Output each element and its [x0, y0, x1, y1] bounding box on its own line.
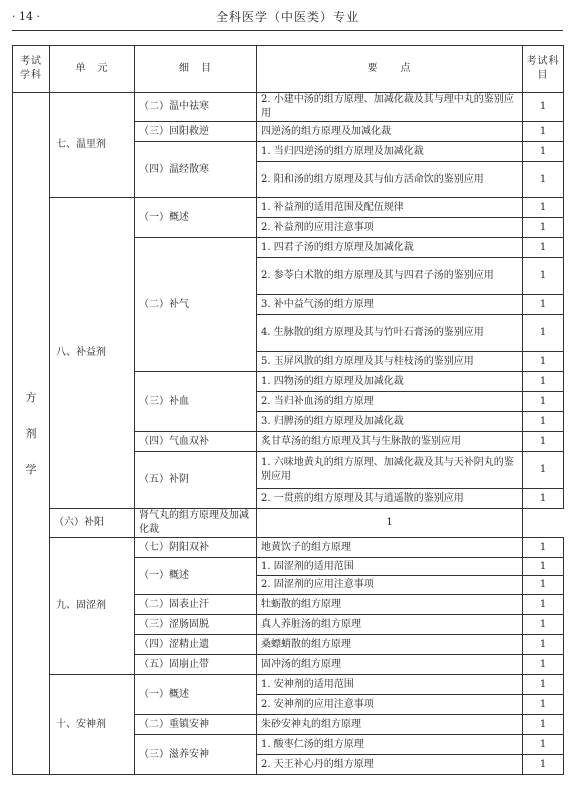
syllabus-table — [12, 45, 564, 775]
detail-cell: （五）补阴 — [135, 452, 257, 509]
point-cell: 炙甘草汤的组方原理及其与生脉散的鉴别应用 — [257, 432, 523, 452]
detail-cell: （一）概述 — [135, 558, 257, 595]
point-cell: 3. 补中益气汤的组方原理 — [257, 295, 523, 315]
score-cell: 1 — [523, 93, 564, 122]
point-cell: 地黄饮子的组方原理 — [257, 538, 523, 558]
score-cell: 1 — [523, 352, 564, 372]
score-cell: 1 — [523, 238, 564, 258]
point-cell: 真人养脏汤的组方原理 — [257, 615, 523, 635]
detail-cell: （三）滋养安神 — [135, 735, 257, 775]
point-cell: 2. 小建中汤的组方原理、加减化裁及其与理中丸的鉴别应用 — [257, 93, 523, 122]
table-row — [13, 509, 564, 538]
detail-cell: （五）固崩止带 — [135, 655, 257, 675]
score-cell: 1 — [523, 315, 564, 352]
score-cell: 1 — [523, 595, 564, 615]
score-cell: 1 — [523, 452, 564, 489]
detail-cell: （二）重镇安神 — [135, 715, 257, 735]
point-cell: 朱砂安神丸的组方原理 — [257, 715, 523, 735]
score-cell: 1 — [523, 198, 564, 218]
score-cell: 1 — [523, 735, 564, 755]
point-cell: 2. 参苓白术散的组方原理及其与四君子汤的鉴别应用 — [257, 258, 523, 295]
point-cell: 1. 固涩剂的适用范围 — [257, 558, 523, 576]
point-cell: 4. 生脉散的组方原理及其与竹叶石膏汤的鉴别应用 — [257, 315, 523, 352]
score-cell: 1 — [523, 392, 564, 412]
table-row — [13, 198, 564, 218]
header-divider — [12, 30, 563, 31]
detail-cell: （六）补阳 — [50, 509, 135, 538]
point-cell: 2. 天王补心丹的组方原理 — [257, 755, 523, 775]
score-cell: 1 — [523, 675, 564, 695]
point-cell: 牡蛎散的组方原理 — [257, 595, 523, 615]
detail-cell: （二）固表止汗 — [135, 595, 257, 615]
table-row — [13, 538, 564, 558]
detail-cell: （二）温中祛寒 — [135, 93, 257, 122]
point-cell: 肾气丸的组方原理及加减化裁 — [135, 509, 257, 538]
point-cell: 2. 一贯煎的组方原理及其与逍遥散的鉴别应用 — [257, 489, 523, 509]
score-cell: 1 — [523, 142, 564, 162]
detail-cell: （二）补气 — [135, 238, 257, 372]
point-cell: 3. 归脾汤的组方原理及加减化裁 — [257, 412, 523, 432]
point-cell: 5. 玉屏风散的组方原理及其与桂枝汤的鉴别应用 — [257, 352, 523, 372]
score-cell: 1 — [523, 715, 564, 735]
col-header-points: 要 点 — [257, 46, 523, 93]
score-cell: 1 — [523, 218, 564, 238]
page-title: 全科医学（中医类）专业 — [215, 10, 359, 24]
detail-cell: （三）涩肠固脱 — [135, 615, 257, 635]
point-cell: 2. 补益剂的应用注意事项 — [257, 218, 523, 238]
page-header — [12, 8, 563, 28]
point-cell: 桑螵蛸散的组方原理 — [257, 635, 523, 655]
detail-cell: （一）概述 — [135, 675, 257, 715]
score-cell: 1 — [523, 258, 564, 295]
col-header-subject: 考试学科 — [13, 46, 50, 93]
score-cell: 1 — [523, 162, 564, 198]
detail-cell: （七）阴阳双补 — [135, 538, 257, 558]
score-cell: 1 — [523, 635, 564, 655]
score-cell: 1 — [523, 489, 564, 509]
point-cell: 2. 阳和汤的组方原理及其与仙方活命饮的鉴别应用 — [257, 162, 523, 198]
detail-cell: （一）概述 — [135, 198, 257, 238]
point-cell: 2. 当归补血汤的组方原理 — [257, 392, 523, 412]
subject-cell — [13, 93, 50, 775]
score-cell: 1 — [523, 538, 564, 558]
point-cell: 1. 补益剂的适用范围及配伍规律 — [257, 198, 523, 218]
point-cell: 1. 六味地黄丸的组方原理、加减化裁及其与天补阴丸的鉴别应用 — [257, 452, 523, 489]
detail-cell: （三）回阳救逆 — [135, 122, 257, 142]
score-cell: 1 — [523, 412, 564, 432]
col-header-unit: 单 元 — [50, 46, 135, 93]
col-header-detail: 细 目 — [135, 46, 257, 93]
point-cell: 四逆汤的组方原理及加减化裁 — [257, 122, 523, 142]
score-cell: 1 — [523, 122, 564, 142]
score-cell: 1 — [523, 655, 564, 675]
point-cell: 1. 四君子汤的组方原理及加减化裁 — [257, 238, 523, 258]
point-cell: 1. 酸枣仁汤的组方原理 — [257, 735, 523, 755]
unit-cell: 八、补益剂 — [50, 198, 135, 509]
table-row — [13, 93, 564, 122]
score-cell: 1 — [523, 695, 564, 715]
point-cell: 2. 固涩剂的应用注意事项 — [257, 576, 523, 595]
point-cell: 1. 四物汤的组方原理及加减化裁 — [257, 372, 523, 392]
subject-char: 学 — [25, 462, 37, 476]
detail-cell: （四）气血双补 — [135, 432, 257, 452]
score-cell: 1 — [523, 372, 564, 392]
unit-cell: 十、安神剂 — [50, 675, 135, 775]
score-cell: 1 — [523, 615, 564, 635]
table-header-row — [13, 46, 564, 93]
subject-char: 方 — [25, 390, 37, 404]
score-cell: 1 — [523, 558, 564, 576]
score-cell: 1 — [523, 576, 564, 595]
point-cell: 2. 安神剂的应用注意事项 — [257, 695, 523, 715]
subject-char: 剂 — [25, 426, 37, 440]
unit-cell: 七、温里剂 — [50, 93, 135, 198]
page-number: · 14 · — [12, 10, 40, 23]
score-cell: 1 — [523, 432, 564, 452]
score-cell: 1 — [257, 509, 523, 538]
point-cell: 1. 当归四逆汤的组方原理及加减化裁 — [257, 142, 523, 162]
detail-cell: （四）涩精止遗 — [135, 635, 257, 655]
score-cell: 1 — [523, 295, 564, 315]
unit-cell: 九、固涩剂 — [50, 538, 135, 675]
score-cell: 1 — [523, 755, 564, 775]
col-header-score: 考试科目 — [523, 46, 564, 93]
detail-cell: （三）补血 — [135, 372, 257, 432]
point-cell: 固冲汤的组方原理 — [257, 655, 523, 675]
table-row — [13, 675, 564, 695]
detail-cell: （四）温经散寒 — [135, 142, 257, 198]
point-cell: 1. 安神剂的适用范围 — [257, 675, 523, 695]
